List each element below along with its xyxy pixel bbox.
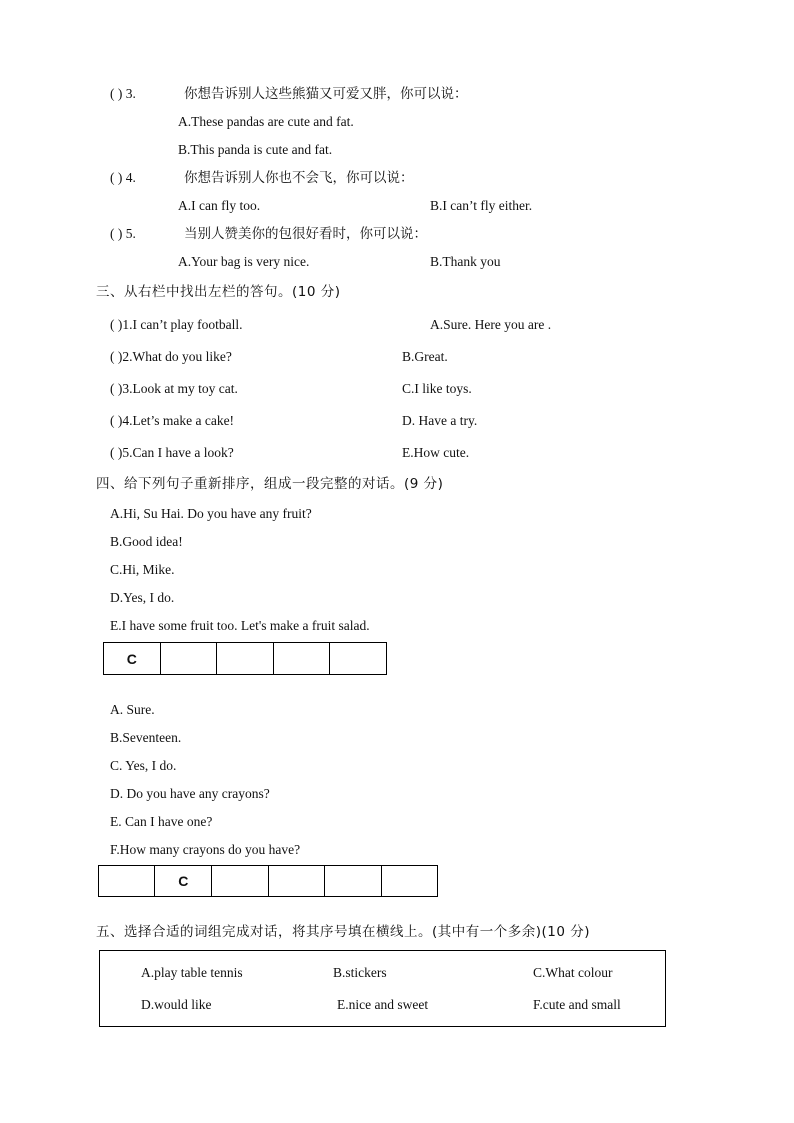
dialogue-line: B.Seventeen. (110, 730, 182, 745)
dialogue-line: E. Can I have one? (110, 814, 213, 829)
question-prompt: 当别人赞美你的包很好看时，你可以说： (184, 226, 427, 242)
right-item: D. Have a try. (402, 413, 478, 428)
option-a: A.I can fly too. (178, 198, 261, 213)
answer-cell[interactable] (99, 866, 155, 897)
left-item: ( )4.Let’s make a cake! (110, 413, 235, 428)
section-4-heading: 四、给下列句子重新排序，组成一段完整的对话。(9 分) (96, 476, 444, 492)
order-answer-grid-1 (103, 642, 387, 675)
option-a: A.Your bag is very nice. (178, 254, 310, 269)
question-number: ( ) 4. (110, 170, 136, 185)
right-item: E.How cute. (402, 445, 470, 460)
left-item: ( )5.Can I have a look? (110, 445, 234, 460)
left-item: ( )2.What do you like? (110, 349, 232, 364)
word-bank-option: E.nice and sweet (337, 997, 429, 1012)
dialogue-line: C. Yes, I do. (110, 758, 177, 773)
word-bank-option: B.stickers (333, 965, 387, 980)
right-item: C.I like toys. (402, 381, 472, 396)
word-bank-option: F.cute and small (533, 997, 621, 1012)
section-3-heading: 三、从右栏中找出左栏的答句。(10 分) (96, 284, 341, 300)
dialogue-line: A.Hi, Su Hai. Do you have any fruit? (110, 506, 312, 521)
word-bank-option: C.What colour (533, 965, 613, 980)
dialogue-line: D. Do you have any crayons? (110, 786, 270, 801)
answer-cell[interactable] (273, 643, 330, 675)
dialogue-line: F.How many crayons do you have? (110, 842, 301, 857)
answer-cell[interactable] (217, 643, 274, 675)
dialogue-line: C.Hi, Mike. (110, 562, 175, 577)
word-bank-box (99, 950, 666, 1027)
option-b: B.This panda is cute and fat. (178, 142, 333, 157)
answer-cell[interactable]: C (155, 866, 212, 897)
answer-cell[interactable] (325, 866, 381, 897)
answer-cell[interactable] (381, 866, 438, 897)
answer-cell[interactable] (330, 643, 387, 675)
option-b: B.Thank you (430, 254, 501, 269)
dialogue-line: B.Good idea! (110, 534, 183, 549)
dialogue-line: A. Sure. (110, 702, 155, 717)
order-answer-grid-2 (98, 865, 438, 897)
word-bank-option: A.play table tennis (141, 965, 243, 980)
question-prompt: 你想告诉别人你也不会飞，你可以说： (184, 170, 414, 186)
dialogue-line: E.I have some fruit too. Let's make a fruit salad. (110, 618, 370, 633)
right-item: A.Sure. Here you are . (430, 317, 552, 332)
right-item: B.Great. (402, 349, 448, 364)
dialogue-line: D.Yes, I do. (110, 590, 175, 605)
option-b: B.I can’t fly either. (430, 198, 533, 213)
word-bank-option: D.would like (141, 997, 212, 1012)
answer-cell[interactable]: C (104, 643, 161, 675)
left-item: ( )3.Look at my toy cat. (110, 381, 238, 396)
question-number: ( ) 5. (110, 226, 136, 241)
answer-cell[interactable] (212, 866, 268, 897)
left-item: ( )1.I can’t play football. (110, 317, 243, 332)
section-5-heading: 五、选择合适的词组完成对话，将其序号填在横线上。(其中有一个多余)(10 分) (96, 924, 591, 940)
question-number: ( ) 3. (110, 86, 136, 101)
answer-cell[interactable] (268, 866, 324, 897)
question-prompt: 你想告诉别人这些熊猫又可爱又胖，你可以说： (184, 86, 468, 102)
answer-cell[interactable] (160, 643, 217, 675)
option-a: A.These pandas are cute and fat. (178, 114, 354, 129)
